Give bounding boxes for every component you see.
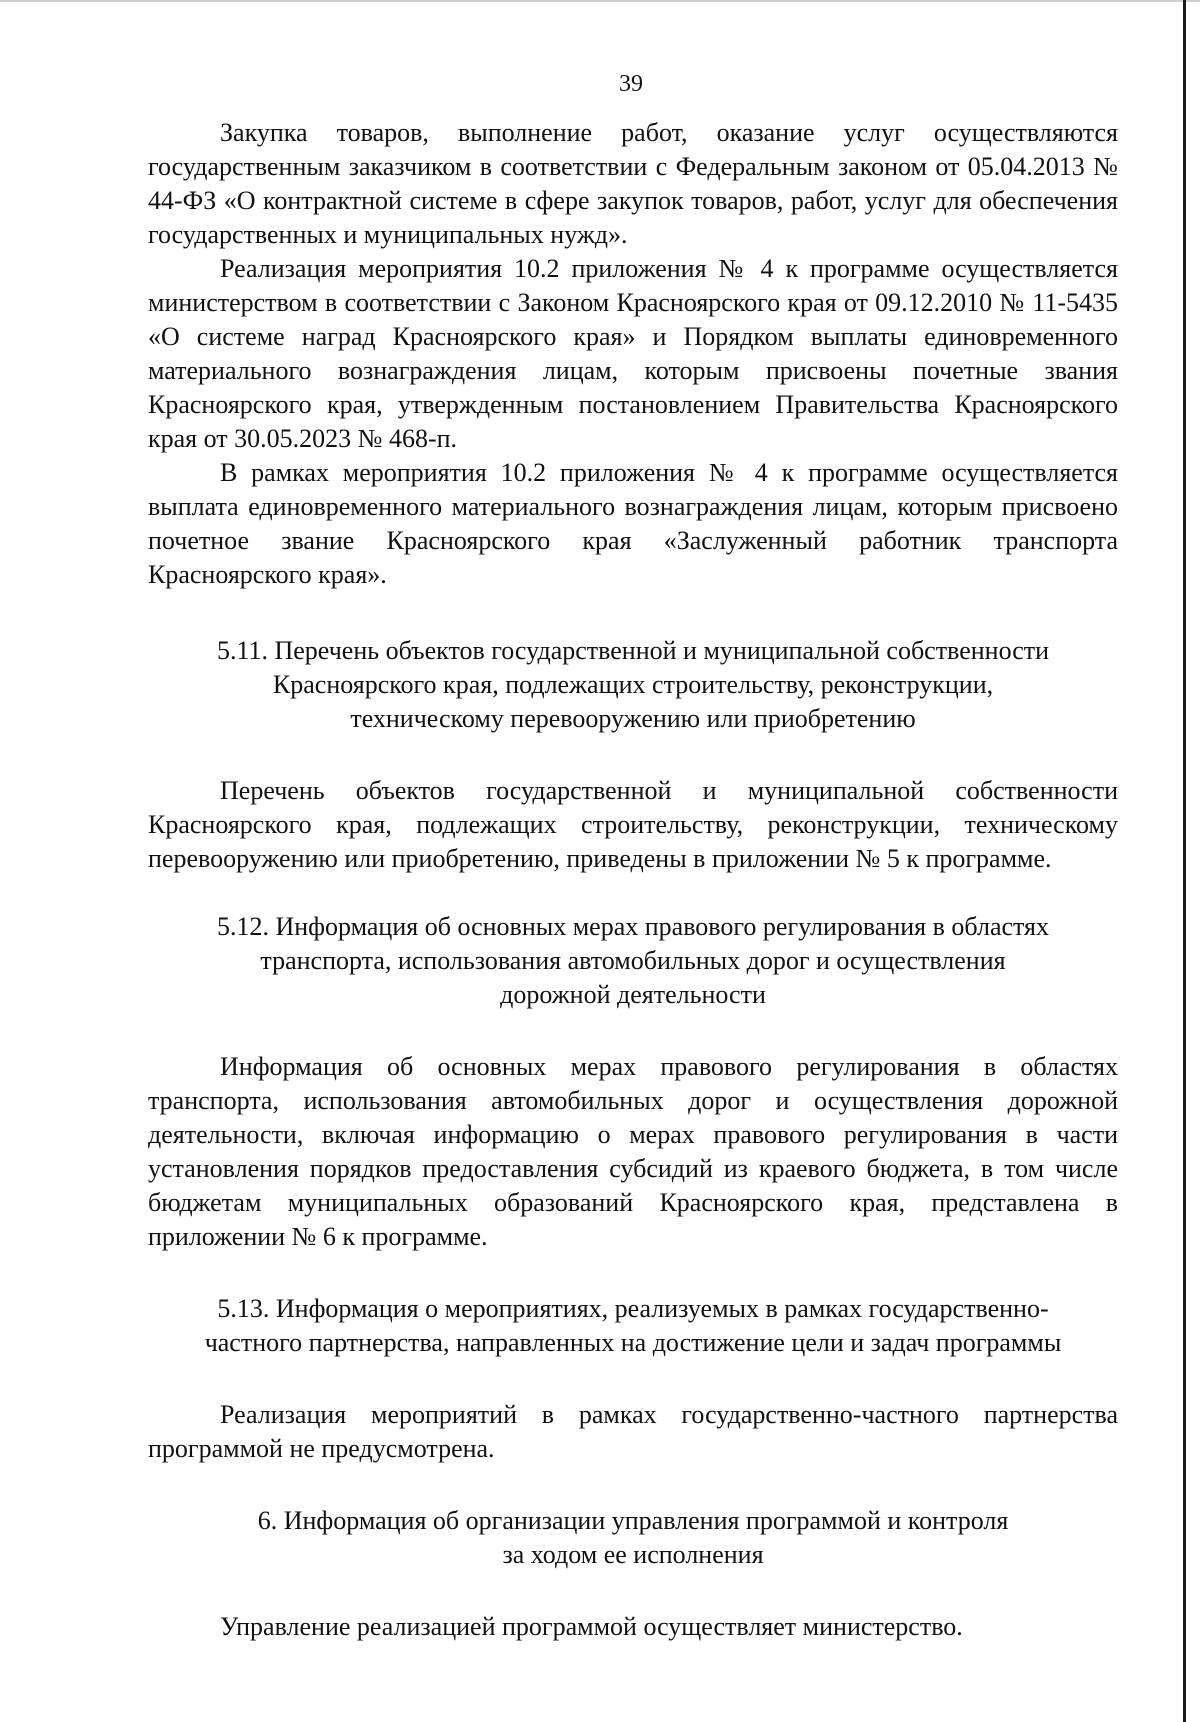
heading-line: 5.12. Информация об основных мерах правового регулирования в областях (216, 912, 1050, 941)
paragraph-legal-regulation: Информация об основных мерах правового регулирования в областях транспорта, использования автомобильных дорог и осуществления дорожной деятельности, включая информацию о мерах правового регулирования в части установления порядков предоставления субсидий из краевого бюджета, в том числе бюджетам муниципальных образований Красноярского края, представлена в приложении № 6 к программе. (148, 1052, 1118, 1251)
heading-line: 5.11. Перечень объектов государственной и муниципальной собственности (216, 636, 1050, 665)
heading-line: транспорта, использования автомобильных дорог и осуществления (260, 946, 1006, 975)
heading-line: дорожной деятельности (500, 980, 766, 1009)
paragraph-award-payment: В рамках мероприятия 10.2 приложения № 4 к программе осуществляется выплата единовременного материального вознаграждения лицам, которым присвоено почетное звание Красноярского края «Заслуженный работник транспорта Красноярского края». (148, 458, 1118, 589)
heading-line: за ходом ее исполнения (502, 1540, 764, 1569)
heading-line: техническому перевооружению или приобретению (350, 704, 916, 733)
heading-line: 6. Информация об организации управления программой и контроля (257, 1506, 1009, 1535)
paragraph-program-management: Управление реализацией программой осуществляет министерство. (220, 1612, 963, 1641)
heading-section-5-11 (148, 634, 1118, 736)
heading-line: 5.13. Информация о мероприятиях, реализуемых в рамках государственно- (217, 1294, 1049, 1323)
heading-section-6 (148, 1504, 1118, 1572)
page-number: 39 (619, 71, 643, 97)
document-body (148, 116, 1118, 1644)
paragraph-objects-list: Перечень объектов государственной и муниципальной собственности Красноярского края, подлежащих строительству, реконструкции, техническому перевооружению или приобретению, приведены в приложении № 5 к программе. (148, 776, 1118, 873)
heading-section-5-12 (148, 910, 1118, 1012)
scan-edge-right (1183, 0, 1186, 1722)
heading-section-5-13 (148, 1292, 1118, 1360)
paragraph-public-private-partnership: Реализация мероприятий в рамках государственно-частного партнерства программой не предусмотрена. (148, 1400, 1118, 1463)
paragraph-procurement: Закупка товаров, выполнение работ, оказание услуг осуществляются государственным заказчиком в соответствии с Федеральным законом от 05.04.2013 № 44-ФЗ «О контрактной системе в сфере закупок товаров, работ, услуг для обеспечения государственных и муниципальных нужд». (148, 118, 1118, 249)
paragraph-event-implementation: Реализация мероприятия 10.2 приложения № 4 к программе осуществляется министерством в соответствии с Законом Красноярского края от 09.12.2010 № 11-5435 «О системе наград Красноярского края» и Порядком выплаты единовременного материального вознаграждения лицам, которым присвоены почетные звания Красноярского края, утвержденным постановлением Правительства Красноярского края от 30.05.2023 № 468-п. (148, 254, 1118, 453)
heading-line: Красноярского края, подлежащих строительству, реконструкции, (272, 670, 994, 699)
scan-edge-top (0, 0, 1200, 2)
heading-line: частного партнерства, направленных на достижение цели и задач программы (204, 1328, 1062, 1357)
